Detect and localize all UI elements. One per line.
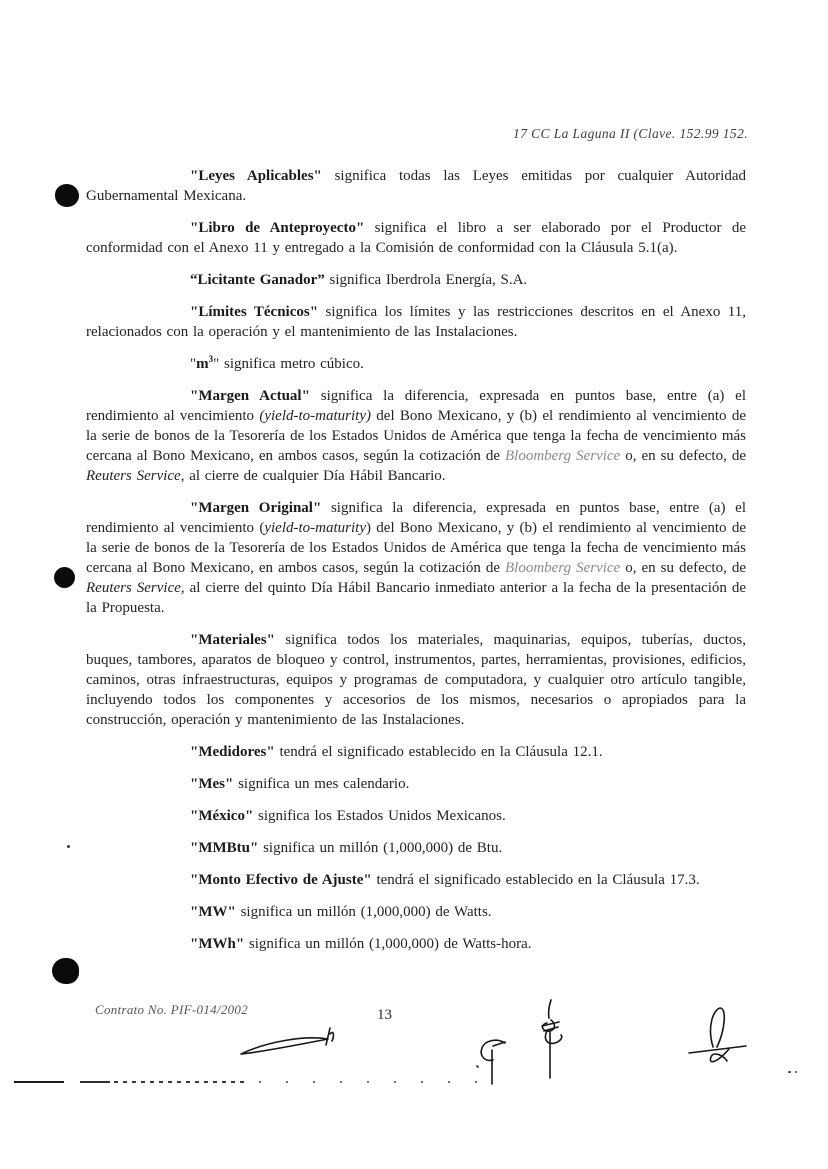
definition-text: significa todas las Leyes emitidas por cualquier Autoridad Gubernamental Mexicana.: [86, 168, 746, 204]
definition-text: , al cierre de cualquier Día Hábil Bancario.: [180, 468, 446, 484]
definition-text: yield-to-maturity: [264, 520, 366, 536]
defined-term: "MMBtu": [190, 840, 259, 856]
definition-text: significa los límites y las restricciones descritos en el Anexo 11, relacionados con la operación y el mantenimiento de las Instalaciones.: [86, 304, 746, 340]
definition-text: significa un millón (1,000,000) de Btu.: [258, 840, 503, 856]
scan-line-segment: [114, 1081, 249, 1083]
definition-paragraph: [86, 302, 746, 342]
definition-text: (yield-to-maturity): [259, 408, 371, 424]
definition-text: significa la diferencia, expresada en puntos base, entre (a) el rendimiento al vencimiento (: [86, 500, 746, 536]
definition-paragraph: [86, 838, 746, 858]
definition-paragraph: [86, 386, 746, 486]
definition-paragraph: [86, 630, 746, 730]
definition-text: del Bono Mexicano, y (b) el rendimiento al vencimiento de la serie de bonos de la Tesorería de los Estados Unidos de América que tenga la fecha de vencimiento más cercana al Bono Mexicano, en ambos casos, según la cotización de: [86, 408, 746, 464]
defined-term-superscript: 3: [208, 354, 214, 364]
scan-line-segment: [14, 1081, 64, 1083]
defined-term: "Monto Efectivo de Ajuste": [190, 872, 372, 888]
page-number: 13: [377, 1007, 392, 1023]
definition-text: Reuters Service: [86, 580, 181, 596]
scan-speck: [795, 1071, 797, 1073]
defined-term: "Medidores": [190, 744, 275, 760]
contract-number: Contrato No. PIF-014/2002: [95, 1002, 249, 1017]
definition-text: significa un millón (1,000,000) de Watts-hora.: [244, 936, 532, 952]
definition-paragraph: [86, 354, 746, 374]
definition-paragraph: [86, 774, 746, 794]
definition-text: Bloomberg Service: [504, 560, 621, 576]
definition-text: Reuters Service: [86, 468, 181, 484]
definition-text: o, en su defecto, de: [620, 448, 746, 464]
defined-term: "Leyes Aplicables": [190, 168, 322, 184]
definition-text: significa los Estados Unidos Mexicanos.: [253, 808, 506, 824]
punch-hole-mark: [52, 958, 79, 984]
defined-term: “Licitante Ganador”: [190, 272, 325, 288]
definition-paragraph: [86, 498, 746, 618]
scan-speck: [788, 1071, 791, 1073]
scan-speck: [67, 845, 70, 848]
signature-scribble-1: [238, 1026, 340, 1060]
definition-text: significa Iberdrola Energía, S.A.: [324, 272, 528, 288]
definition-paragraph: [86, 902, 746, 922]
definition-paragraph: [86, 270, 746, 290]
definition-text: significa el libro a ser elaborado por el Productor de conformidad con el Anexo 11 y entregado a la Comisión de conformidad con la Cláusula 5.1(a).: [86, 220, 746, 256]
definition-text: tendrá el significado establecido en la Cláusula 17.3.: [371, 872, 700, 888]
definition-paragraph: [86, 870, 746, 890]
definition-text: ": [190, 356, 197, 372]
defined-term: "Límites Técnicos": [190, 304, 319, 320]
defined-term: "Materiales": [190, 632, 275, 648]
definition-text: tendrá el significado establecido en la Cláusula 12.1.: [274, 744, 603, 760]
scan-line-segment: [259, 1081, 499, 1083]
definitions-list: [86, 166, 746, 966]
scan-line-segment: [80, 1081, 110, 1083]
definition-text: , al cierre del quinto Día Hábil Bancario inmediato anterior a la fecha de la presentación de la Propuesta.: [86, 580, 746, 616]
definition-text: significa un millón (1,000,000) de Watts.: [235, 904, 492, 920]
signature-scribble-3: [534, 998, 566, 1080]
punch-hole-mark: [55, 184, 79, 207]
definition-paragraph: [86, 934, 746, 954]
definition-paragraph: [86, 742, 746, 762]
defined-term: "México": [190, 808, 254, 824]
defined-term: m: [196, 356, 209, 372]
definition-text: o, en su defecto, de: [620, 560, 746, 576]
defined-term: "Margen Original": [190, 500, 322, 516]
definition-text: " significa metro cúbico.: [213, 356, 364, 372]
definition-paragraph: [86, 166, 746, 206]
definition-paragraph: [86, 806, 746, 826]
defined-term: "MW": [190, 904, 236, 920]
definition-text: Bloomberg Service: [504, 448, 621, 464]
definition-text: ) del Bono Mexicano, y (b) el rendimiento al vencimiento de la serie de bonos de la Tesorería de los Estados Unidos de América que tenga la fecha de vencimiento más cercana al Bono Mexicano, en ambos casos, según la cotización de: [86, 520, 746, 576]
defined-term: "Mes": [190, 776, 234, 792]
definition-paragraph: [86, 218, 746, 258]
bottom-scan-line: [14, 1081, 514, 1084]
definition-text: significa la diferencia, expresada en puntos base, entre (a) el rendimiento al vencimiento: [86, 388, 746, 424]
definition-text: significa un mes calendario.: [233, 776, 410, 792]
running-header: 17 CC La Laguna II (Clave. 152.99 152.: [513, 126, 748, 141]
punch-hole-mark: [54, 567, 75, 588]
signature-scribble-4: [686, 1003, 754, 1069]
defined-term: "Margen Actual": [190, 388, 310, 404]
defined-term: "MWh": [190, 936, 245, 952]
definition-text: significa todos los materiales, maquinarias, equipos, tuberías, ductos, buques, tambores, aparatos de bloqueo y control, instrumentos, partes, herramientas, provisiones, edificios, caminos, otras infraestructuras, equipos y programas de computadora, y cualquier otro artículo tangible, incluyendo todos los componentes y accesorios de los mismos, necesarios o apropiados para la construcción, operación y mantenimiento de las Instalaciones.: [86, 632, 746, 728]
defined-term: "Libro de Anteproyecto": [190, 220, 365, 236]
